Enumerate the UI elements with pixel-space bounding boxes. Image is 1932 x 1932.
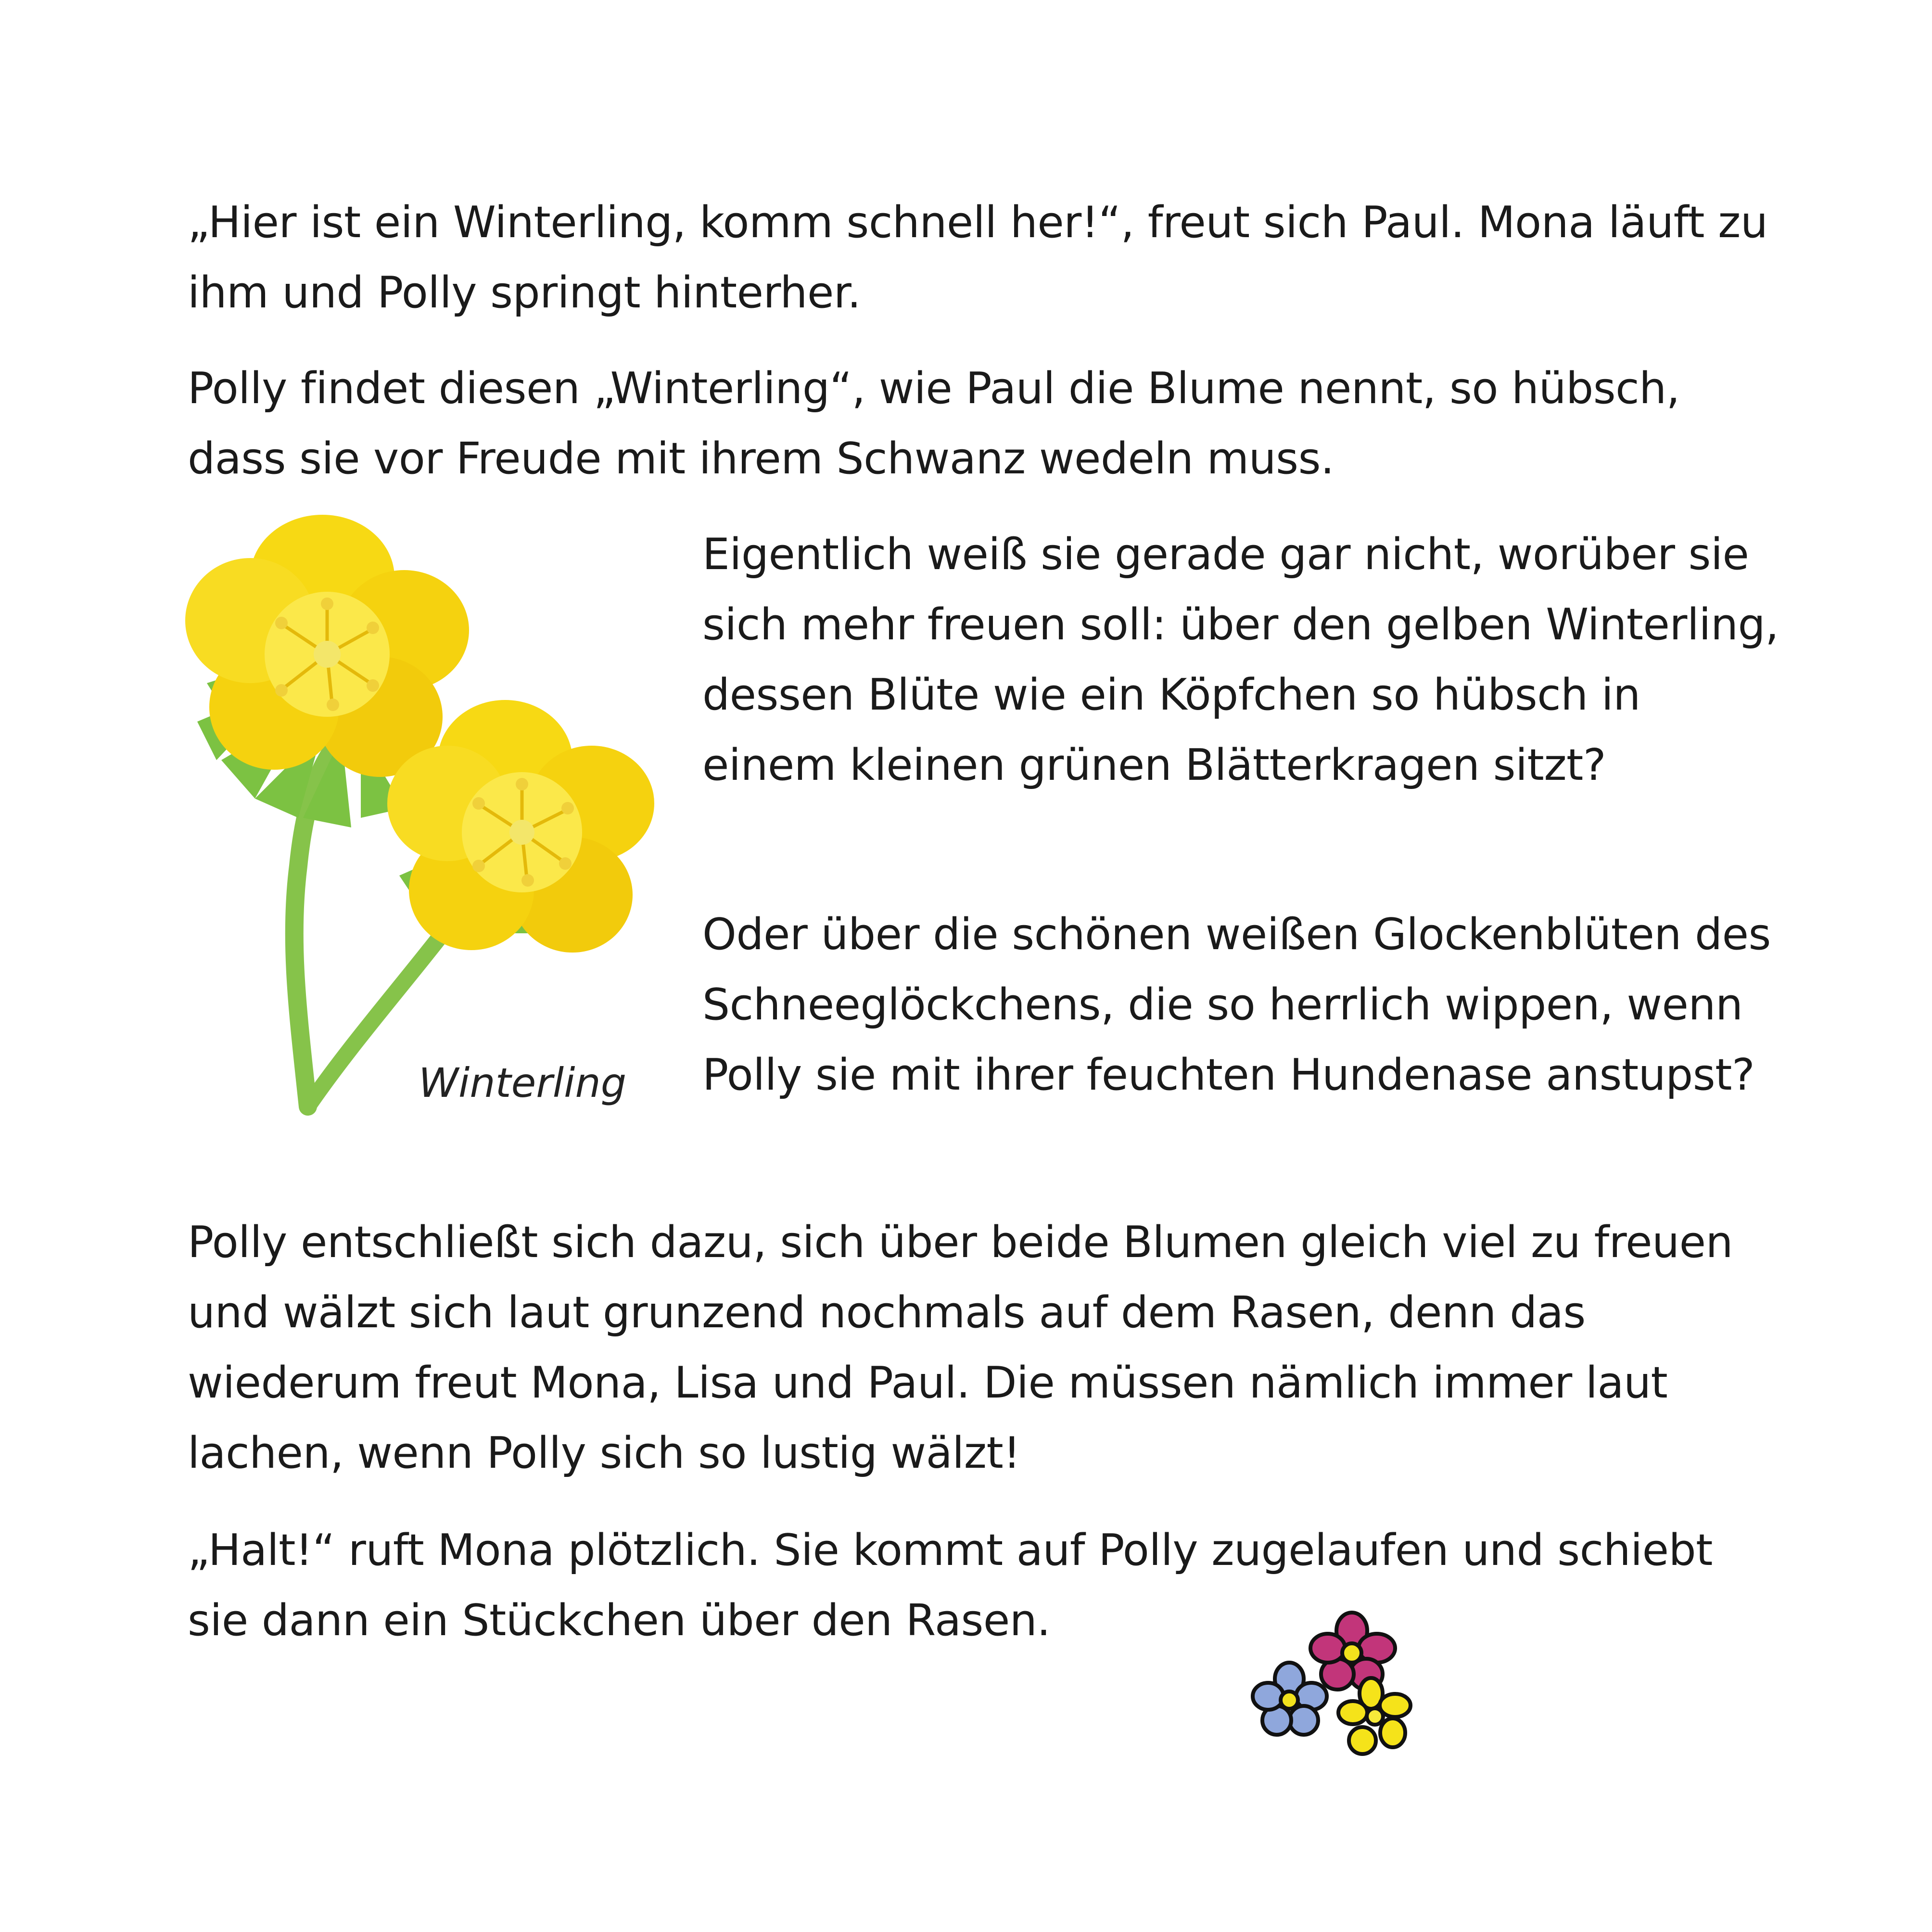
winterling-flower-left bbox=[185, 515, 469, 777]
paragraph-2: Polly findet diesen „Winterling“, wie Paul die Blume nennt, so hübsch, dass sie vor Freude mit ihrem Schwanz wedeln muss. bbox=[188, 363, 1680, 484]
paragraph-5: Polly entschließt sich dazu, sich über beide Blumen gleich viel zu freuen und wälzt sich laut grunzend nochmals auf dem Rasen, denn das wiederum freut Mona, Lisa und Paul. Die müssen nämlich immer laut lachen, wenn Polly sich so lustig wälzt! bbox=[188, 1217, 1733, 1478]
blue-flower-icon bbox=[1253, 1663, 1327, 1735]
winterling-illustration bbox=[178, 510, 688, 1135]
flower-cluster-illustration bbox=[1251, 1607, 1424, 1761]
yellow-flower-icon bbox=[1338, 1678, 1411, 1754]
paragraph-3: Eigentlich weiß sie gerade gar nicht, worüber sie sich mehr freuen soll: über den gelben Winterling, dessen Blüte wie ein Köpfchen so hübsch in einem kleinen grünen Blätterkragen sitzt? bbox=[702, 529, 1779, 790]
pink-flower-icon bbox=[1310, 1613, 1395, 1690]
paragraph-6: „Halt!“ ruft Mona plötzlich. Sie kommt auf Polly zugelaufen und schiebt sie dann ein Stückchen über den Rasen. bbox=[188, 1525, 1713, 1646]
paragraph-4: Oder über die schönen weißen Glockenblüten des Schneeglöckchens, die so herrlich wippen, wenn Polly sie mit ihrer feuchten Hundenase anstupst? bbox=[702, 909, 1771, 1100]
winterling-caption: Winterling bbox=[419, 1059, 627, 1106]
paragraph-1: „Hier ist ein Winterling, komm schnell her!“, freut sich Paul. Mona läuft zu ihm und Polly springt hinterher. bbox=[188, 197, 1768, 318]
